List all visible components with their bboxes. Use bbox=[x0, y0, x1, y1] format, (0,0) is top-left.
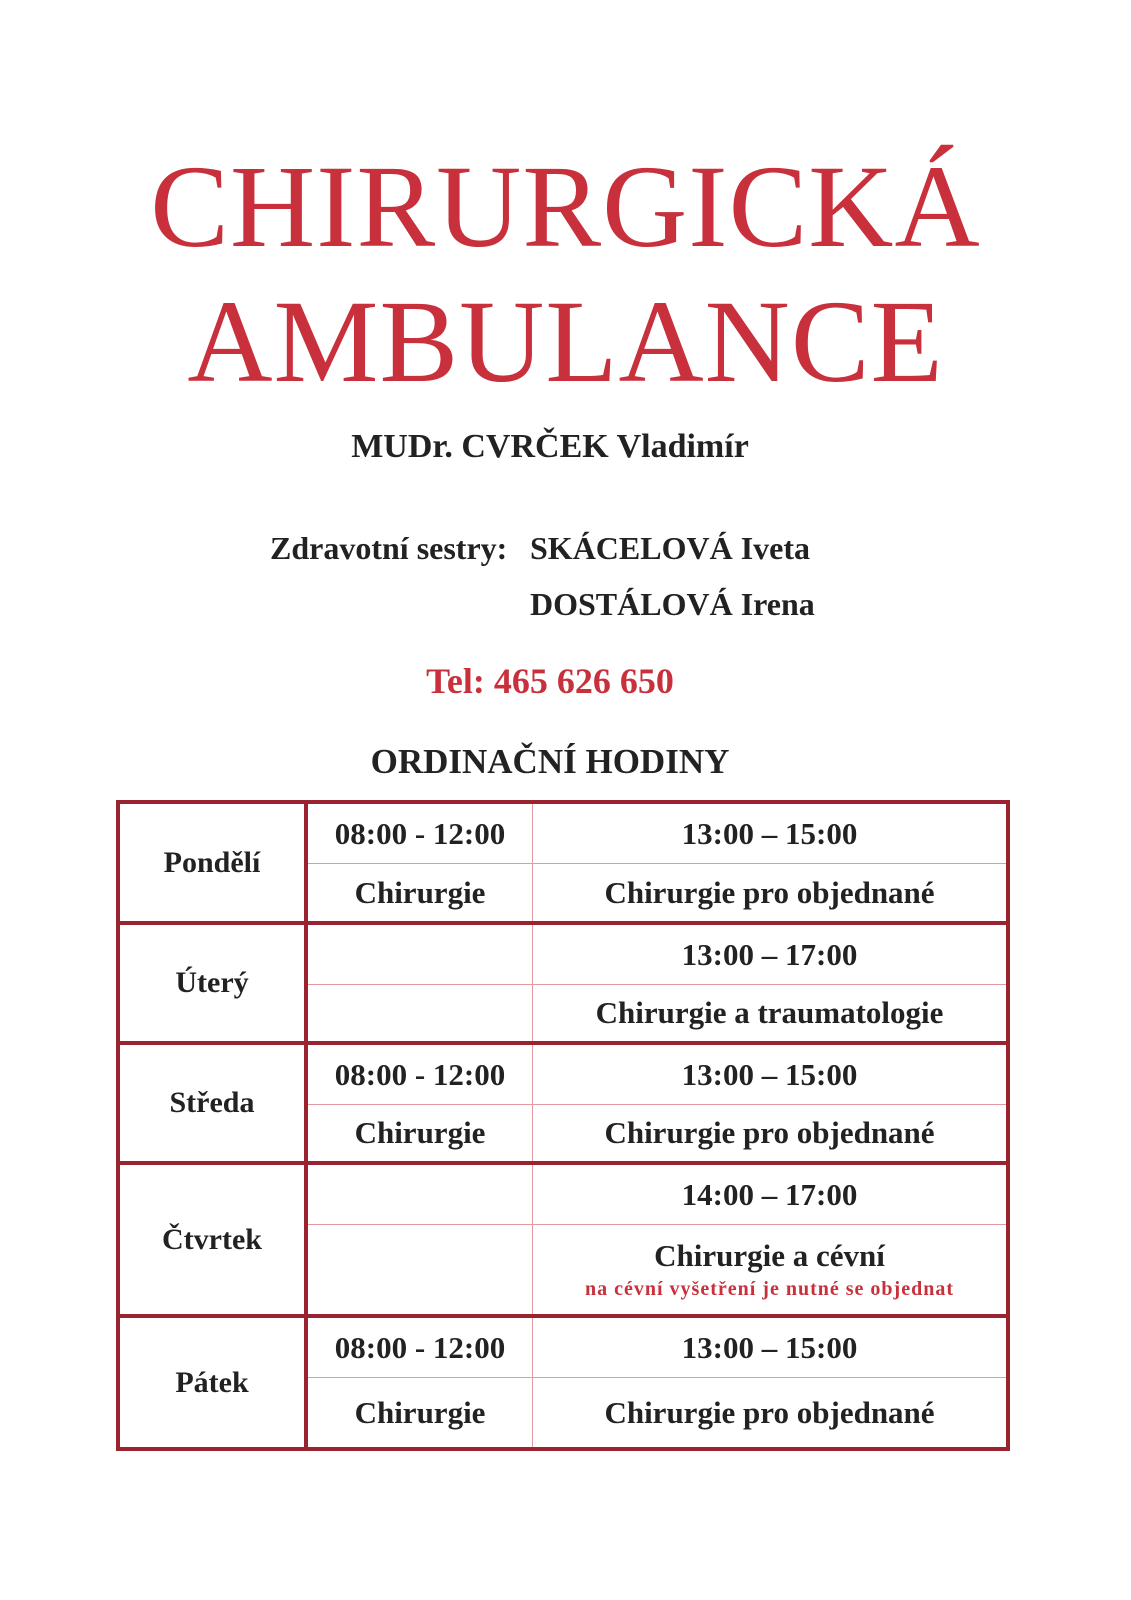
day-label: Pondělí bbox=[120, 804, 308, 921]
day-label: Čtvrtek bbox=[120, 1165, 308, 1314]
am-time: 08:00 - 12:00 bbox=[308, 1045, 533, 1105]
pm-service-block bbox=[533, 1225, 1006, 1314]
am-service bbox=[308, 985, 533, 1041]
schedule-table bbox=[116, 800, 1010, 1451]
pm-time: 13:00 – 17:00 bbox=[533, 925, 1006, 985]
pm-service: Chirurgie a traumatologie bbox=[595, 995, 944, 1030]
schedule-row-friday bbox=[120, 1318, 1006, 1447]
phone-number: Tel: 465 626 650 bbox=[426, 661, 674, 701]
pm-service: Chirurgie pro objednané bbox=[604, 874, 935, 910]
day-label: Středa bbox=[120, 1045, 308, 1161]
pm-time: 13:00 – 15:00 bbox=[533, 1318, 1006, 1378]
title-line-1: CHIRURGICKÁ bbox=[150, 141, 981, 272]
nurse-name-2: DOSTÁLOVÁ Irena bbox=[530, 586, 815, 622]
am-service: Chirurgie bbox=[308, 1105, 533, 1161]
pm-time: 13:00 – 15:00 bbox=[533, 1045, 1006, 1105]
doctor-name: MUDr. CVRČEK Vladimír bbox=[351, 428, 749, 465]
pm-service: Chirurgie pro objednané bbox=[604, 1394, 935, 1430]
pm-service: Chirurgie a cévní bbox=[654, 1238, 885, 1273]
title-line-2: AMBULANCE bbox=[187, 276, 944, 407]
schedule-row-wednesday bbox=[120, 1045, 1006, 1165]
schedule-row-thursday bbox=[120, 1165, 1006, 1318]
am-service: Chirurgie bbox=[308, 864, 533, 921]
schedule-row-tuesday bbox=[120, 925, 1006, 1045]
am-service bbox=[308, 1225, 533, 1314]
nurse-name-1: SKÁCELOVÁ Iveta bbox=[530, 530, 811, 566]
pm-time: 13:00 – 15:00 bbox=[533, 804, 1006, 864]
am-time bbox=[308, 925, 533, 985]
office-hours-title: ORDINAČNÍ HODINY bbox=[370, 742, 730, 781]
am-time: 08:00 - 12:00 bbox=[308, 1318, 533, 1378]
pm-service: Chirurgie pro objednané bbox=[604, 1115, 935, 1150]
am-time bbox=[308, 1165, 533, 1225]
nurses-label: Zdravotní sestry: bbox=[270, 530, 508, 566]
am-service: Chirurgie bbox=[308, 1378, 533, 1447]
appointment-note: na cévní vyšetření je nutné se objednat bbox=[585, 1278, 954, 1300]
pm-time: 14:00 – 17:00 bbox=[533, 1165, 1006, 1225]
schedule-row-monday bbox=[120, 804, 1006, 925]
day-label: Úterý bbox=[120, 925, 308, 1041]
day-label: Pátek bbox=[120, 1318, 308, 1447]
am-time: 08:00 - 12:00 bbox=[308, 804, 533, 864]
